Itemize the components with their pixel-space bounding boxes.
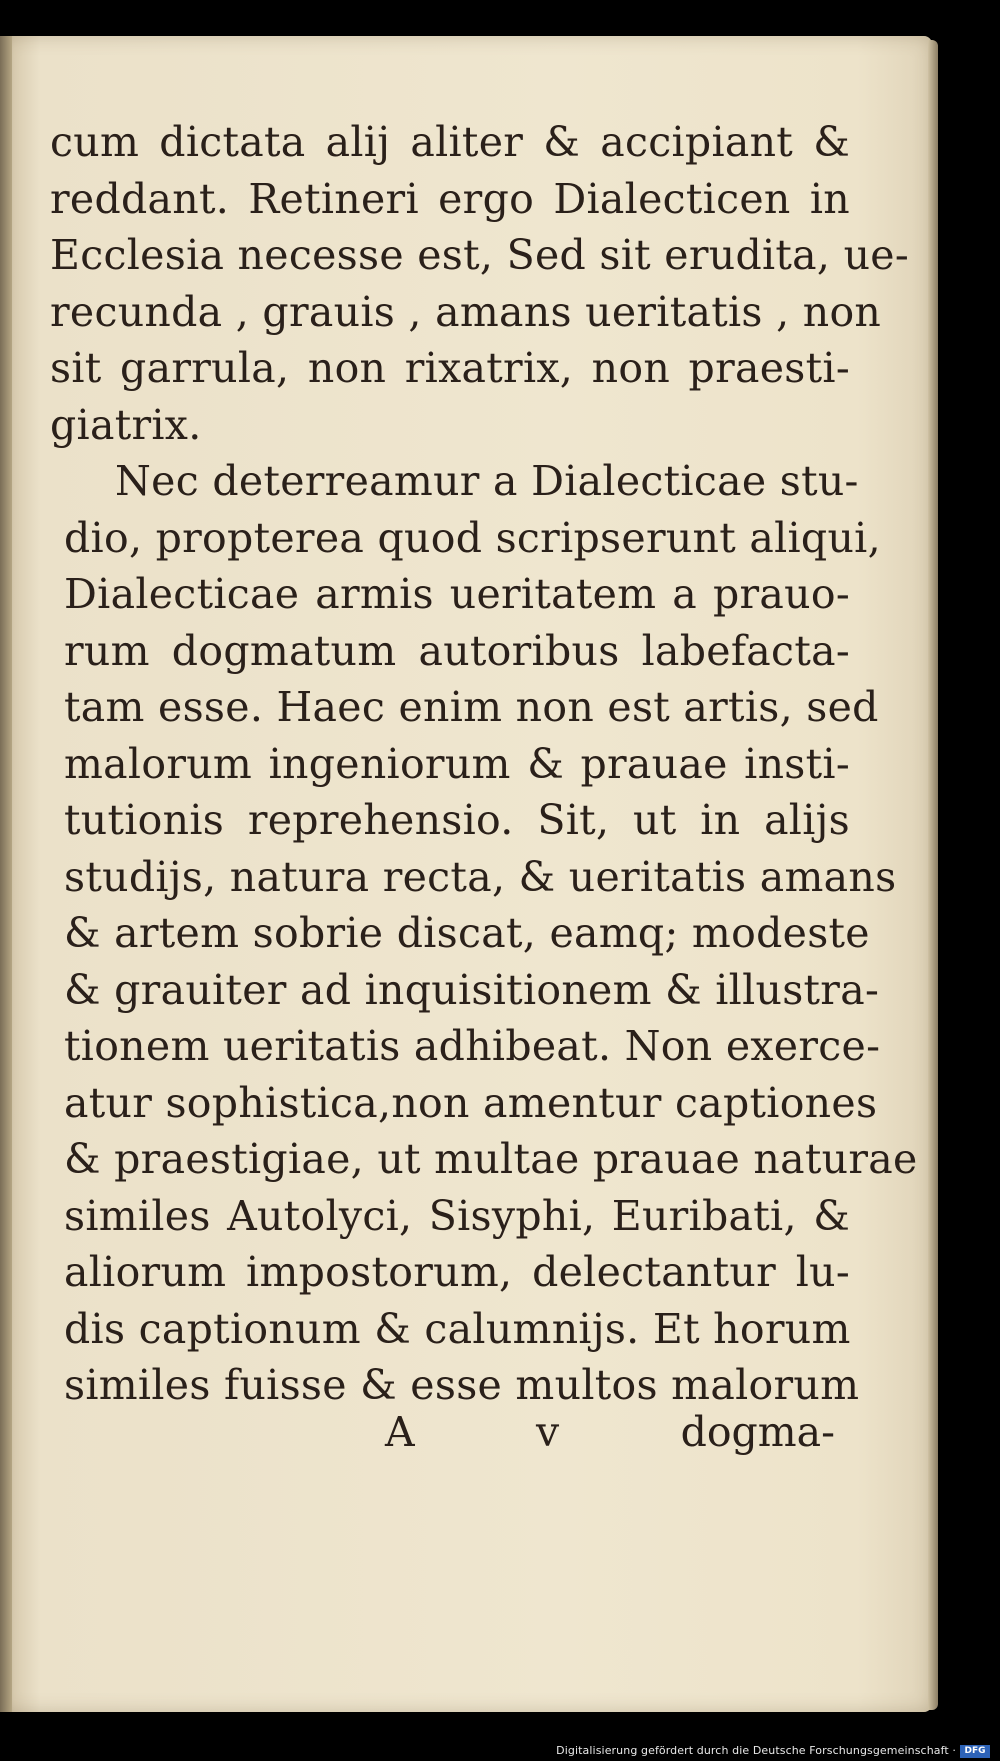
- dfg-logo: DFG: [960, 1745, 990, 1758]
- text-line: tam esse. Haec enim non est artis, sed: [64, 683, 879, 731]
- text-line: & artem sobrie discat, eamq; modeste: [64, 909, 870, 957]
- signature-catchword-line: [385, 1408, 835, 1456]
- text-line: similes Autolyci, Sisyphi, Euribati, &: [64, 1191, 850, 1240]
- text-line: similes fuisse & esse multos malorum: [64, 1361, 860, 1409]
- text-line: sit garrula, non rixatrix, non praesti-: [50, 344, 850, 392]
- text-line: tutionis reprehensio. Sit, ut in alijs: [64, 796, 850, 844]
- text-line: cum dictata alij aliter & accipiant &: [50, 118, 850, 166]
- text-line: Ecclesia necesse est, Sed sit erudita, ue-: [50, 231, 910, 279]
- text-line: & grauiter ad inquisitionem & illustra-: [64, 965, 880, 1014]
- text-line: rum dogmatum autoribus labefacta-: [64, 626, 850, 675]
- text-line: reddant. Retineri ergo Dialecticen in: [50, 174, 850, 223]
- text-line: tionem ueritatis adhibeat. Non exerce-: [64, 1022, 881, 1070]
- text-line: Dialecticae armis ueritatem a prauo-: [64, 570, 850, 618]
- body-text: [50, 114, 918, 1414]
- text-line: dis captionum & calumnijs. Et horum: [64, 1304, 851, 1353]
- text-line: & praestigiae, ut multae prauae naturae: [64, 1135, 918, 1183]
- text-line: atur sophistica,non amentur captiones: [64, 1078, 878, 1127]
- funding-credit: Digitalisierung gefördert durch die Deutsche Forschungsgemeinschaft ·: [556, 1744, 956, 1757]
- leaf-number: v: [536, 1408, 560, 1456]
- text-line: recunda , grauis , amans ueritatis , non: [50, 287, 882, 336]
- text-line: giatrix.: [50, 400, 202, 449]
- signature-mark: A: [385, 1408, 415, 1456]
- text-line: Nec deterreamur a Dialecticae stu-: [115, 457, 859, 505]
- catchword: dogma-: [680, 1408, 835, 1456]
- text-line: malorum ingeniorum & prauae insti-: [64, 739, 850, 788]
- text-line: dio, propterea quod scripserunt aliqui,: [64, 513, 881, 562]
- text-line: studijs, natura recta, & ueritatis amans: [64, 852, 897, 901]
- page-fore-edge: [928, 40, 938, 1710]
- text-line: aliorum impostorum, delectantur lu-: [64, 1248, 850, 1296]
- page-binding-edge: [0, 36, 12, 1712]
